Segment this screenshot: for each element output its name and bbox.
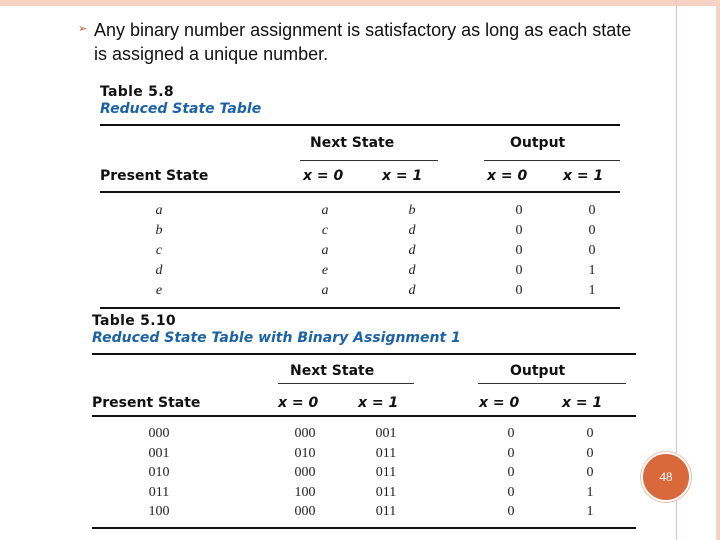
next-state-rule	[300, 160, 438, 161]
header-next-x0: x = 0	[278, 395, 319, 411]
cell-present-state: 011	[148, 484, 170, 500]
cell-present-state: 001	[148, 445, 170, 461]
cell-output-x1: 0	[588, 243, 596, 258]
table-bottom-rule	[92, 527, 636, 529]
cell-next-x1: 011	[375, 465, 397, 480]
slide-top-border	[0, 0, 720, 6]
cell-present-state: e	[155, 283, 163, 298]
header-present-state: Present State	[100, 168, 209, 184]
cell-next-x1: d	[408, 223, 416, 238]
cell-next-x1: b	[408, 203, 416, 218]
cell-output-x1: 0	[588, 203, 596, 218]
slide-vertical-rule-lower	[676, 498, 677, 540]
header-next-x1: x = 1	[382, 168, 423, 184]
cell-next-x0: a	[321, 283, 329, 298]
header-output: Output	[510, 363, 566, 379]
header-output-x1: x = 1	[562, 395, 603, 411]
output-rule	[484, 160, 620, 161]
table-top-rule	[92, 353, 636, 355]
cell-output-x1: 0	[586, 426, 594, 441]
cell-output-x0: 0	[507, 484, 515, 500]
cell-next-x0: 100	[294, 484, 316, 500]
table-bottom-rule	[100, 307, 620, 309]
cell-next-x1: 011	[375, 504, 397, 519]
header-next-state: Next State	[290, 363, 375, 379]
header-next-state: Next State	[310, 135, 395, 151]
cell-next-x0: 000	[294, 465, 316, 480]
cell-output-x0: 0	[515, 243, 523, 258]
header-rule	[92, 415, 636, 417]
cell-next-x0: a	[321, 203, 329, 218]
binary-assignment-table	[92, 313, 636, 533]
slide-number-badge: 48	[641, 452, 691, 502]
table-top-rule	[100, 124, 620, 126]
header-rule	[100, 191, 620, 193]
cell-present-state: 010	[148, 465, 170, 480]
cell-present-state: d	[155, 263, 163, 278]
cell-output-x1: 1	[586, 504, 594, 519]
cell-present-state: c	[155, 243, 163, 258]
cell-next-x1: d	[408, 243, 416, 258]
cell-output-x0: 0	[507, 504, 515, 519]
header-output-x0: x = 0	[479, 395, 520, 411]
cell-output-x0: 0	[507, 465, 515, 480]
slide-right-border	[716, 0, 720, 540]
header-next-x1: x = 1	[358, 395, 399, 411]
cell-next-x1: 001	[375, 426, 397, 441]
cell-output-x0: 0	[507, 426, 515, 441]
cell-output-x0: 0	[515, 203, 523, 218]
cell-next-x0: a	[321, 243, 329, 258]
header-present-state: Present State	[92, 395, 201, 411]
cell-output-x1: 1	[588, 283, 596, 298]
table-caption: Reduced State Table with Binary Assignment 1	[92, 330, 461, 346]
cell-output-x0: 0	[515, 283, 523, 298]
cell-output-x0: 0	[515, 263, 523, 278]
cell-next-x0: 010	[294, 445, 316, 461]
output-rule	[478, 383, 626, 384]
cell-output-x1: 1	[588, 263, 596, 278]
cell-present-state: a	[155, 203, 163, 218]
cell-next-x1: 011	[375, 484, 397, 500]
cell-present-state: 100	[148, 504, 170, 519]
cell-next-x0: e	[321, 263, 329, 278]
cell-next-x1: 011	[375, 445, 397, 461]
arrow-bullet-icon: ➢	[78, 23, 88, 35]
bullet-text: Any binary number assignment is satisfactory as long as each state is assigned a unique number.	[94, 20, 632, 64]
cell-next-x0: 000	[294, 426, 316, 441]
table-caption: Reduced State Table	[100, 101, 262, 117]
cell-next-x1: d	[408, 263, 416, 278]
cell-present-state: 000	[148, 426, 170, 441]
cell-output-x1: 0	[586, 465, 594, 480]
cell-next-x1: d	[408, 283, 416, 298]
next-state-rule	[278, 383, 414, 384]
cell-next-x0: 000	[294, 504, 316, 519]
cell-output-x0: 0	[507, 445, 515, 461]
cell-next-x0: c	[321, 223, 329, 238]
reduced-state-table	[100, 84, 620, 314]
cell-output-x1: 0	[586, 445, 594, 461]
header-output: Output	[510, 135, 566, 151]
header-output-x0: x = 0	[487, 168, 528, 184]
cell-output-x0: 0	[515, 223, 523, 238]
header-next-x0: x = 0	[303, 168, 344, 184]
table-title: Table 5.10	[92, 313, 176, 329]
slide-vertical-rule	[676, 0, 677, 455]
header-output-x1: x = 1	[563, 168, 604, 184]
table-title: Table 5.8	[100, 84, 174, 100]
cell-present-state: b	[155, 223, 163, 238]
cell-output-x1: 1	[586, 484, 594, 500]
cell-output-x1: 0	[588, 223, 596, 238]
